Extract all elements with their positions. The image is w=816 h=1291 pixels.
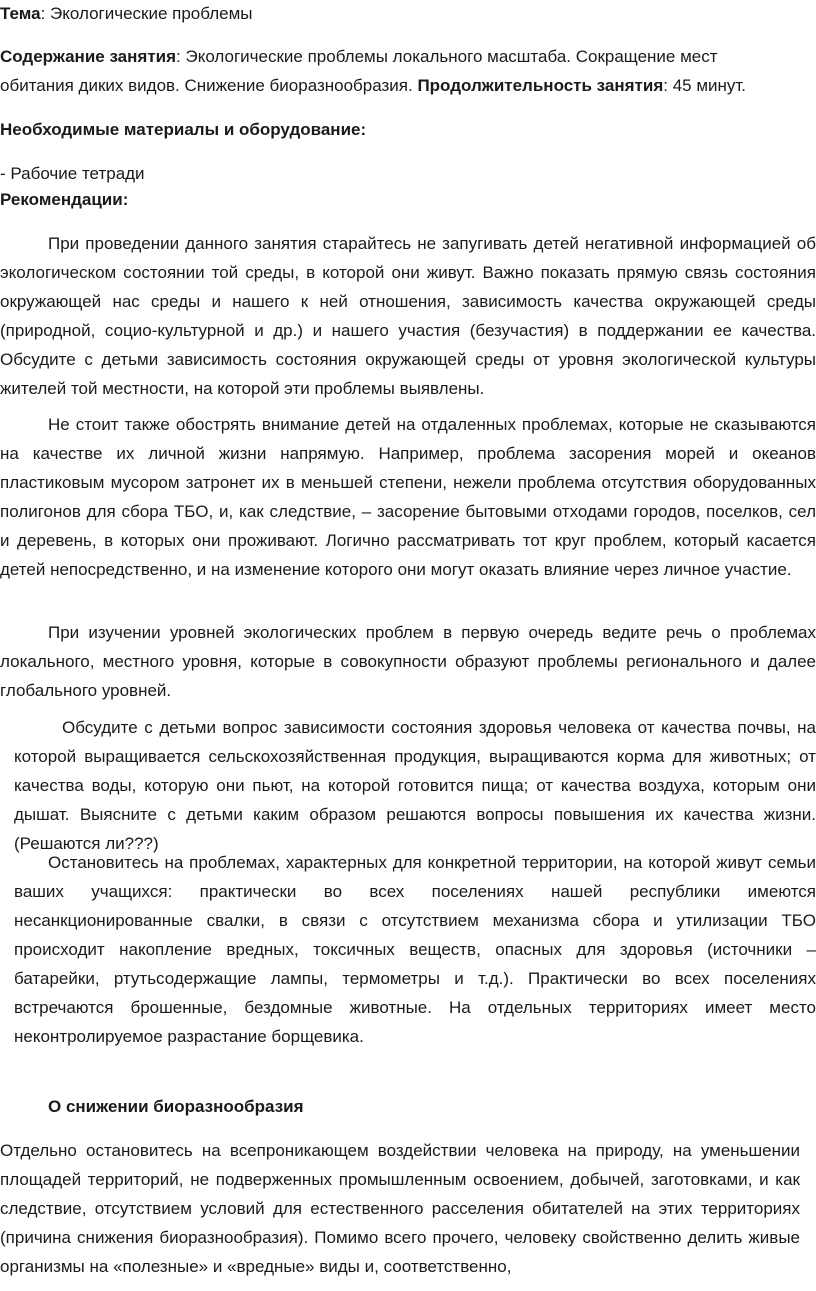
biodiversity-heading: О снижении биоразнообразия [48, 1097, 304, 1116]
recommendation-paragraph-3: При изучении уровней экологических проблем в первую очередь ведите речь о проблемах локального, местного уровня, которые в совокупности образуют проблемы регионального и далее глобального уровней. [0, 623, 816, 700]
recommendation-paragraph-2: Не стоит также обострять внимание детей на отдаленных проблемах, которые не сказываются на качестве их личной жизни напрямую. Например, проблема засорения морей и океанов пластиковым мусором затронет их в меньшей степени, нежели проблема отсутствия оборудованных полигонов для сбора ТБО, и, как следствие, – засорение бытовыми отходами городов, поселков, сел и деревень, в которых они проживают. Логично рассматривать тот круг проблем, который касается детей непосредственно, и на изменение которого они могут оказать влияние через личное участие. [0, 415, 816, 579]
recommendation-paragraph-1: При проведении данного занятия старайтесь не запугивать детей негативной информацией об экологическом состоянии той среды, в которой они живут. Важно показать прямую связь состояния окружающей нас среды и нашего к ней отношения, зависимость качества окружающей среды (природной, социо-культурной и др.) и нашего участия (безучастия) в поддержании ее качества. Обсудите с детьми зависимость состояния окружающей среды от уровня экологической культуры жителей той местности, на которой эти проблемы выявлены. [0, 234, 816, 398]
content-paragraph [0, 42, 780, 100]
materials-item: - Рабочие тетради [0, 164, 145, 183]
content-label: Содержание занятия [0, 47, 177, 66]
biodiversity-paragraph: Отдельно остановитесь на всепроникающем воздействии человека на природу, на уменьшении площадей территорий, не подверженных промышленным освоением, добычей, заготовками, и как следствие, отсутствием условий для естественного расселения обитателей на этих территориях (причина снижения биоразнообразия). Помимо всего прочего, человеку свойственно делить живые организмы на «полезные» и «вредные» виды и, соответственно, [0, 1141, 800, 1276]
recommendation-paragraph-5: Остановитесь на проблемах, характерных для конкретной территории, на которой живут семьи ваших учащихся: практически во всех поселениях нашей республики имеются несанкционированные свалки, в связи с отсутствием механизма сбора и утилизации ТБО происходит накопление вредных, токсичных веществ, опасных для здоровья (источники – батарейки, ртутьсодержащие лампы, термометры и т.д.). Практически во всех поселениях встречаются брошенные, бездомные животные. На отдельных территориях имеет место неконтролируемое разрастание борщевика. [14, 853, 816, 1046]
content-value: : Экологические проблемы локального масштаба. Сокращение мест обитания диких видов. Снижение биоразнообразия. [0, 47, 718, 95]
topic-line [0, 0, 253, 28]
recommendation-paragraph-4: Обсудите с детьми вопрос зависимости состояния здоровья человека от качества почвы, на которой выращивается сельскохозяйственная продукция, выращиваются корма для животных; от качества воды, которую они пьют, на которой готовится пища; от качества воздуха, которым они дышат. Выясните с детьми каким образом решаются вопросы повышения их качества жизни. (Решаются ли???) [14, 718, 816, 853]
duration-value: : 45 минут. [663, 76, 747, 95]
duration-label: Продолжительность занятия [417, 76, 664, 95]
topic-value: : Экологические проблемы [40, 4, 253, 23]
materials-heading: Необходимые материалы и оборудование: [0, 120, 367, 139]
recommendations-heading: Рекомендации: [0, 190, 129, 209]
topic-label: Тема [0, 4, 41, 23]
